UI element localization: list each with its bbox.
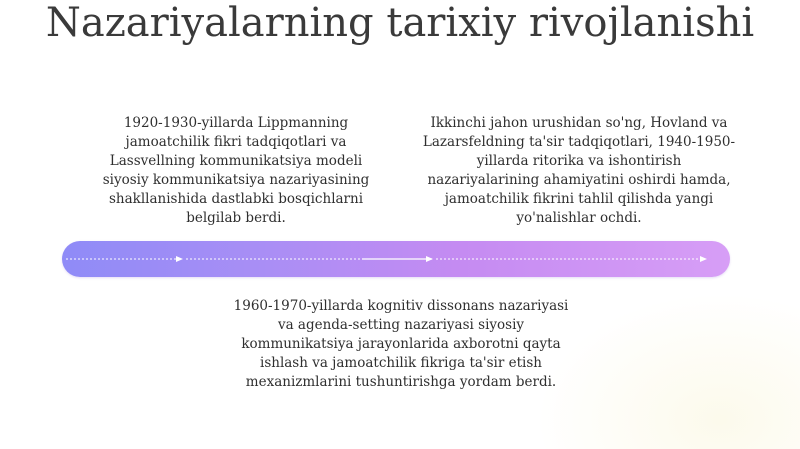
timeline-text-1960s: 1960-1970-yillarda kognitiv dissonans nazariyasi va agenda-setting nazariyasi siyosiy kommunikatsiya jarayonlarida axborotni qayta ishlash va jamoatchilik fikriga ta'sir etish mexanizmlarini tushuntirishga yordam berdi. bbox=[233, 298, 569, 390]
slide-title: Nazariyalarning tarixiy rivojlanishi bbox=[45, 0, 755, 46]
timeline-arrowhead-2 bbox=[426, 256, 433, 262]
timeline-text-1940s: Ikkinchi jahon urushidan so'ng, Hovland va Lazarsfeldning ta'sir tadqiqotlari, 1940-1950-yillarda ritorika va ishontirish nazariyalarining ahamiyatini oshirdi hamda, jamoatchilik fikrini tahlil qilishda yangi yo'nalishlar ochdi. bbox=[422, 115, 736, 226]
timeline-arrows bbox=[62, 241, 730, 277]
timeline-arrowhead-3 bbox=[700, 256, 707, 262]
timeline-text-1920s: 1920-1930-yillarda Lippmanning jamoatchilik fikri tadqiqotlari va Lassvellning kommunikatsiya modeli siyosiy kommunikatsiya nazariyasining shakllanishida dastlabki bosqichlarni belgilab berdi. bbox=[102, 115, 370, 226]
timeline-bar bbox=[62, 241, 730, 277]
timeline-arrowhead-1 bbox=[176, 256, 183, 262]
